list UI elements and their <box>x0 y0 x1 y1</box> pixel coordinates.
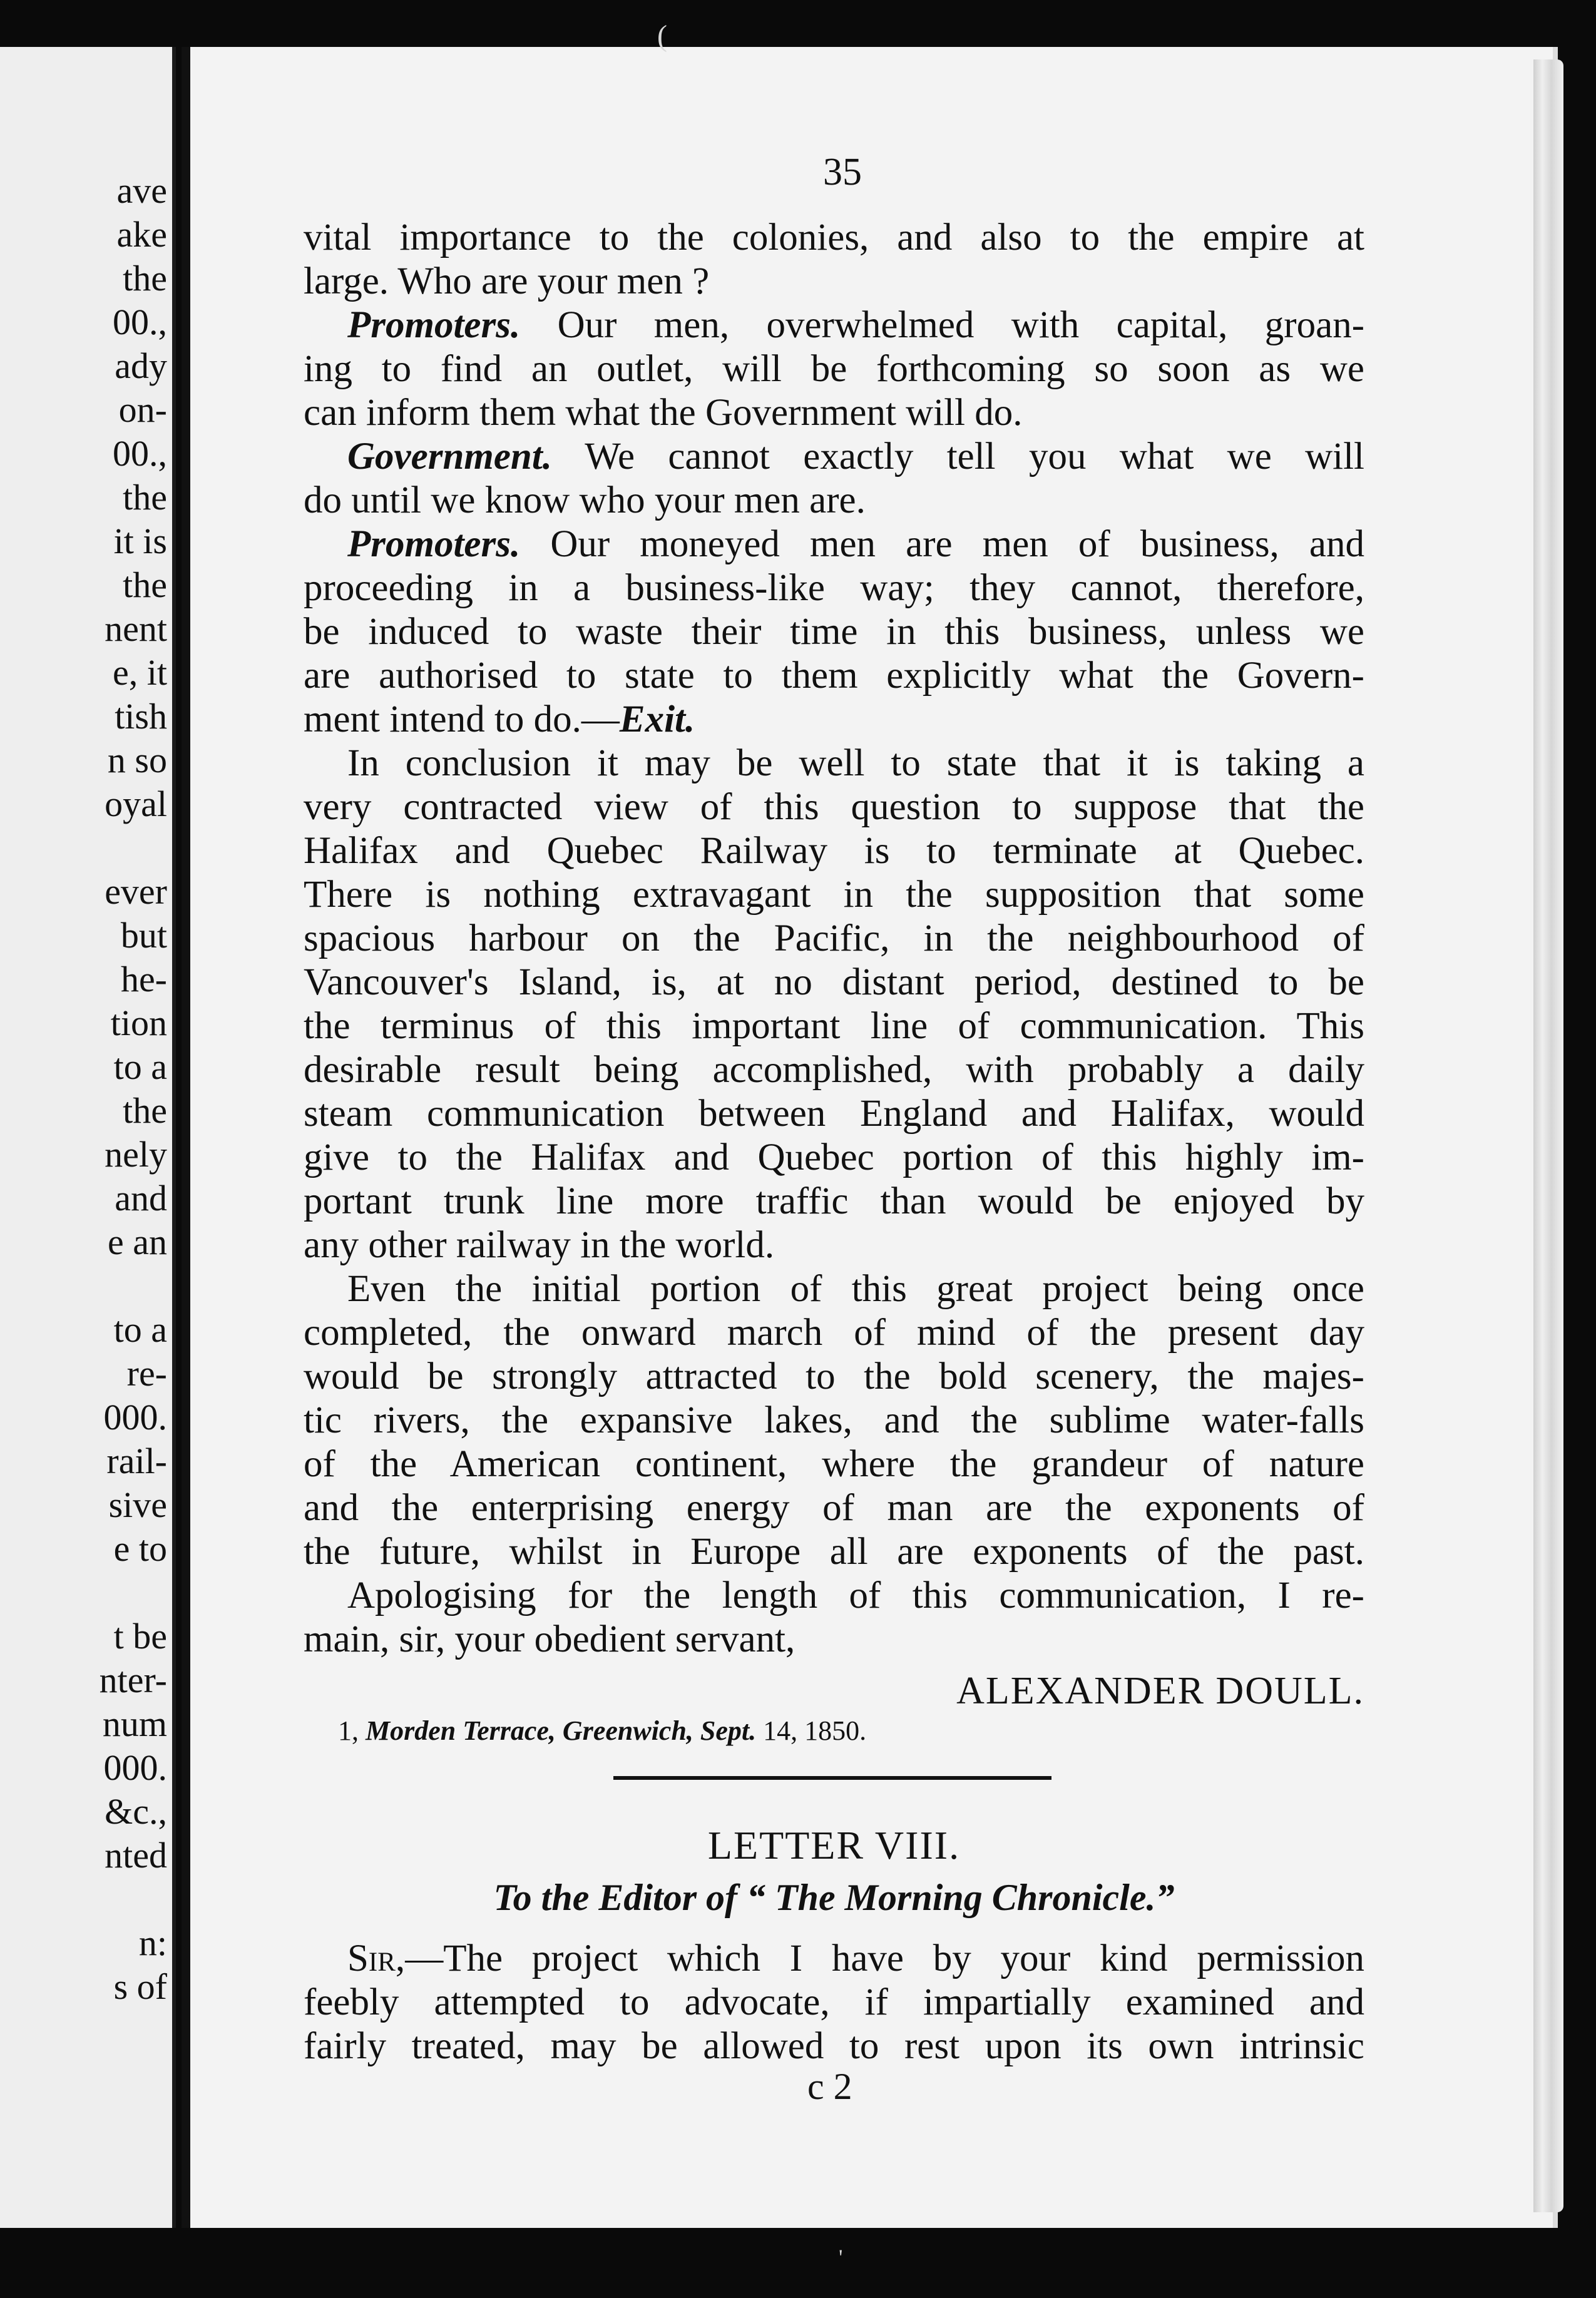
facing-page-fragment: ave <box>116 170 167 211</box>
facing-page-fragment: n: <box>138 1923 167 1963</box>
facing-page-fragment: nely <box>105 1134 167 1175</box>
body-line: are authorised to state to them explicitly what the Govern- <box>304 655 1364 697</box>
facing-page-fragment: 000. <box>103 1747 167 1788</box>
facing-page-fragment: tion <box>110 1003 167 1043</box>
body-line: would be strongly attracted to the bold scenery, the majes- <box>304 1356 1364 1397</box>
facing-page-fragment: e, it <box>113 652 167 693</box>
facing-page-fragment: it is <box>113 521 167 561</box>
facing-page-fragment: and <box>115 1178 167 1218</box>
body-line: the future, whilst in Europe all are exponents of the past. <box>304 1531 1364 1573</box>
facing-page-fragment: re- <box>126 1353 167 1394</box>
body-line: In conclusion it may be well to state that it is taking a <box>347 742 1364 784</box>
facing-page-fragment: num <box>102 1703 167 1744</box>
facing-page-fragment: the <box>123 1090 167 1131</box>
address-number: 1, <box>338 1715 359 1746</box>
body-line: and the enterprising energy of man are the exponents of <box>304 1487 1364 1529</box>
body-line: Halifax and Quebec Railway is to terminate at Quebec. <box>304 830 1364 872</box>
body-line: completed, the onward march of mind of the present day <box>304 1312 1364 1354</box>
body-line: the terminus of this important line of communication. This <box>304 1005 1364 1047</box>
facing-page-fragment: oyal <box>105 784 167 824</box>
speaker-label: Promoters. <box>347 523 521 565</box>
bottom-mark: ' <box>839 2245 843 2270</box>
body-line: ing to find an outlet, will be forthcoming so soon as we <box>304 348 1364 390</box>
salutation: Sir, <box>347 1938 406 1979</box>
dialogue-text: Our men, overwhelmed with capital, groan- <box>557 304 1364 346</box>
body-line: spacious harbour on the Pacific, in the neighbourhood of <box>304 917 1364 959</box>
facing-page-fragment: &c., <box>105 1791 167 1832</box>
dialogue-text: Our moneyed men are men of business, and <box>550 523 1364 565</box>
facing-page-fragment: but <box>120 915 167 956</box>
facing-page-fragment: e an <box>108 1222 167 1262</box>
address-line <box>338 1715 866 1747</box>
signature: ALEXANDER DOULL. <box>956 1670 1364 1712</box>
body-line: be induced to waste their time in this business, unless we <box>304 611 1364 653</box>
letter-subheading: To the Editor of “ The Morning Chronicle.” <box>493 1877 1175 1918</box>
facing-page-fragment: the <box>123 258 167 299</box>
body-line: There is nothing extravagant in the supposition that some <box>304 874 1364 916</box>
letter-line <box>347 1937 1364 1981</box>
body-line: steam communication between England and Halifax, would <box>304 1093 1364 1135</box>
facing-page-fragment: ake <box>116 214 167 255</box>
body-line: do until we know who your men are. <box>304 479 866 521</box>
dialogue-text: We cannot exactly tell you what we will <box>585 436 1364 477</box>
facing-page-fragment: the <box>123 564 167 605</box>
body-line: desirable result being accomplished, with probably a daily <box>304 1049 1364 1091</box>
facing-page-fragment: sive <box>108 1484 167 1525</box>
facing-page-fragment: rail- <box>106 1441 167 1481</box>
facing-page-fragment: t be <box>113 1616 167 1657</box>
body-line <box>304 698 1364 742</box>
facing-page-fragment: ady <box>115 345 167 386</box>
body-line: Even the initial portion of this great project being once <box>347 1268 1364 1310</box>
facing-page-fragment: on- <box>118 389 167 430</box>
facing-page-fragment: 00., <box>113 302 167 342</box>
signature-mark: c 2 <box>807 2066 852 2107</box>
body-line: large. Who are your men ? <box>304 260 710 302</box>
top-mark: ( <box>657 19 667 53</box>
facing-page-fragment: s of <box>113 1966 167 2007</box>
facing-page-fragment: the <box>123 477 167 518</box>
body-line: give to the Halifax and Quebec portion of this highly im- <box>304 1136 1364 1178</box>
facing-page-fragment: nent <box>105 608 167 649</box>
dialogue-line <box>347 523 1364 566</box>
body-line: any other railway in the world. <box>304 1224 775 1266</box>
body-line: Apologising for the length of this communication, I re- <box>347 1575 1364 1616</box>
letter-text: —The project which I have by your kind permission <box>405 1938 1364 1979</box>
facing-page-fragment: he- <box>120 959 167 999</box>
facing-page-fragment: to a <box>113 1046 167 1087</box>
facing-page-fragment: 000. <box>103 1397 167 1438</box>
body-line: main, sir, your obedient servant, <box>304 1618 795 1660</box>
letter-line: fairly treated, may be allowed to rest upon its own intrinsic <box>304 2025 1364 2067</box>
facing-page-fragment: 00., <box>113 433 167 474</box>
facing-page-fragment: nter- <box>99 1660 167 1700</box>
facing-page-fragment: e to <box>113 1528 167 1569</box>
body-line: very contracted view of this question to suppose that the <box>304 786 1364 828</box>
dialogue-line <box>347 435 1364 479</box>
section-divider <box>613 1776 1051 1780</box>
facing-page-fragment: to a <box>113 1309 167 1350</box>
letter-heading: LETTER VIII. <box>707 1823 961 1867</box>
body-line: vital importance to the colonies, and also to the empire at <box>304 217 1364 258</box>
letter-line: feebly attempted to advocate, if impartially examined and <box>304 1981 1364 2023</box>
body-line: of the American continent, where the grandeur of nature <box>304 1443 1364 1485</box>
facing-page-fragment: n so <box>107 740 167 780</box>
speaker-label: Promoters. <box>347 304 521 346</box>
speaker-label: Government. <box>347 436 553 477</box>
body-line: portant trunk line more traffic than would be enjoyed by <box>304 1180 1364 1222</box>
body-text: ment intend to do.— <box>304 698 620 740</box>
page-number: 35 <box>823 151 862 193</box>
facing-page-fragment: tish <box>115 696 167 737</box>
address-place: Morden Terrace, Greenwich, Sept. <box>366 1715 757 1746</box>
facing-page-fragment: nted <box>105 1835 167 1876</box>
exit-direction: Exit. <box>619 698 695 740</box>
address-date: 14, 1850. <box>763 1715 867 1746</box>
body-line: tic rivers, the expansive lakes, and the sublime water-falls <box>304 1399 1364 1441</box>
page-edge <box>1533 59 1563 2212</box>
facing-page-fragment: ever <box>105 871 167 912</box>
dialogue-line <box>347 304 1364 347</box>
facing-page <box>0 47 176 2228</box>
body-line: proceeding in a business-like way; they cannot, therefore, <box>304 567 1364 609</box>
body-line: can inform them what the Government will do. <box>304 392 1023 434</box>
body-line: Vancouver's Island, is, at no distant period, destined to be <box>304 961 1364 1003</box>
